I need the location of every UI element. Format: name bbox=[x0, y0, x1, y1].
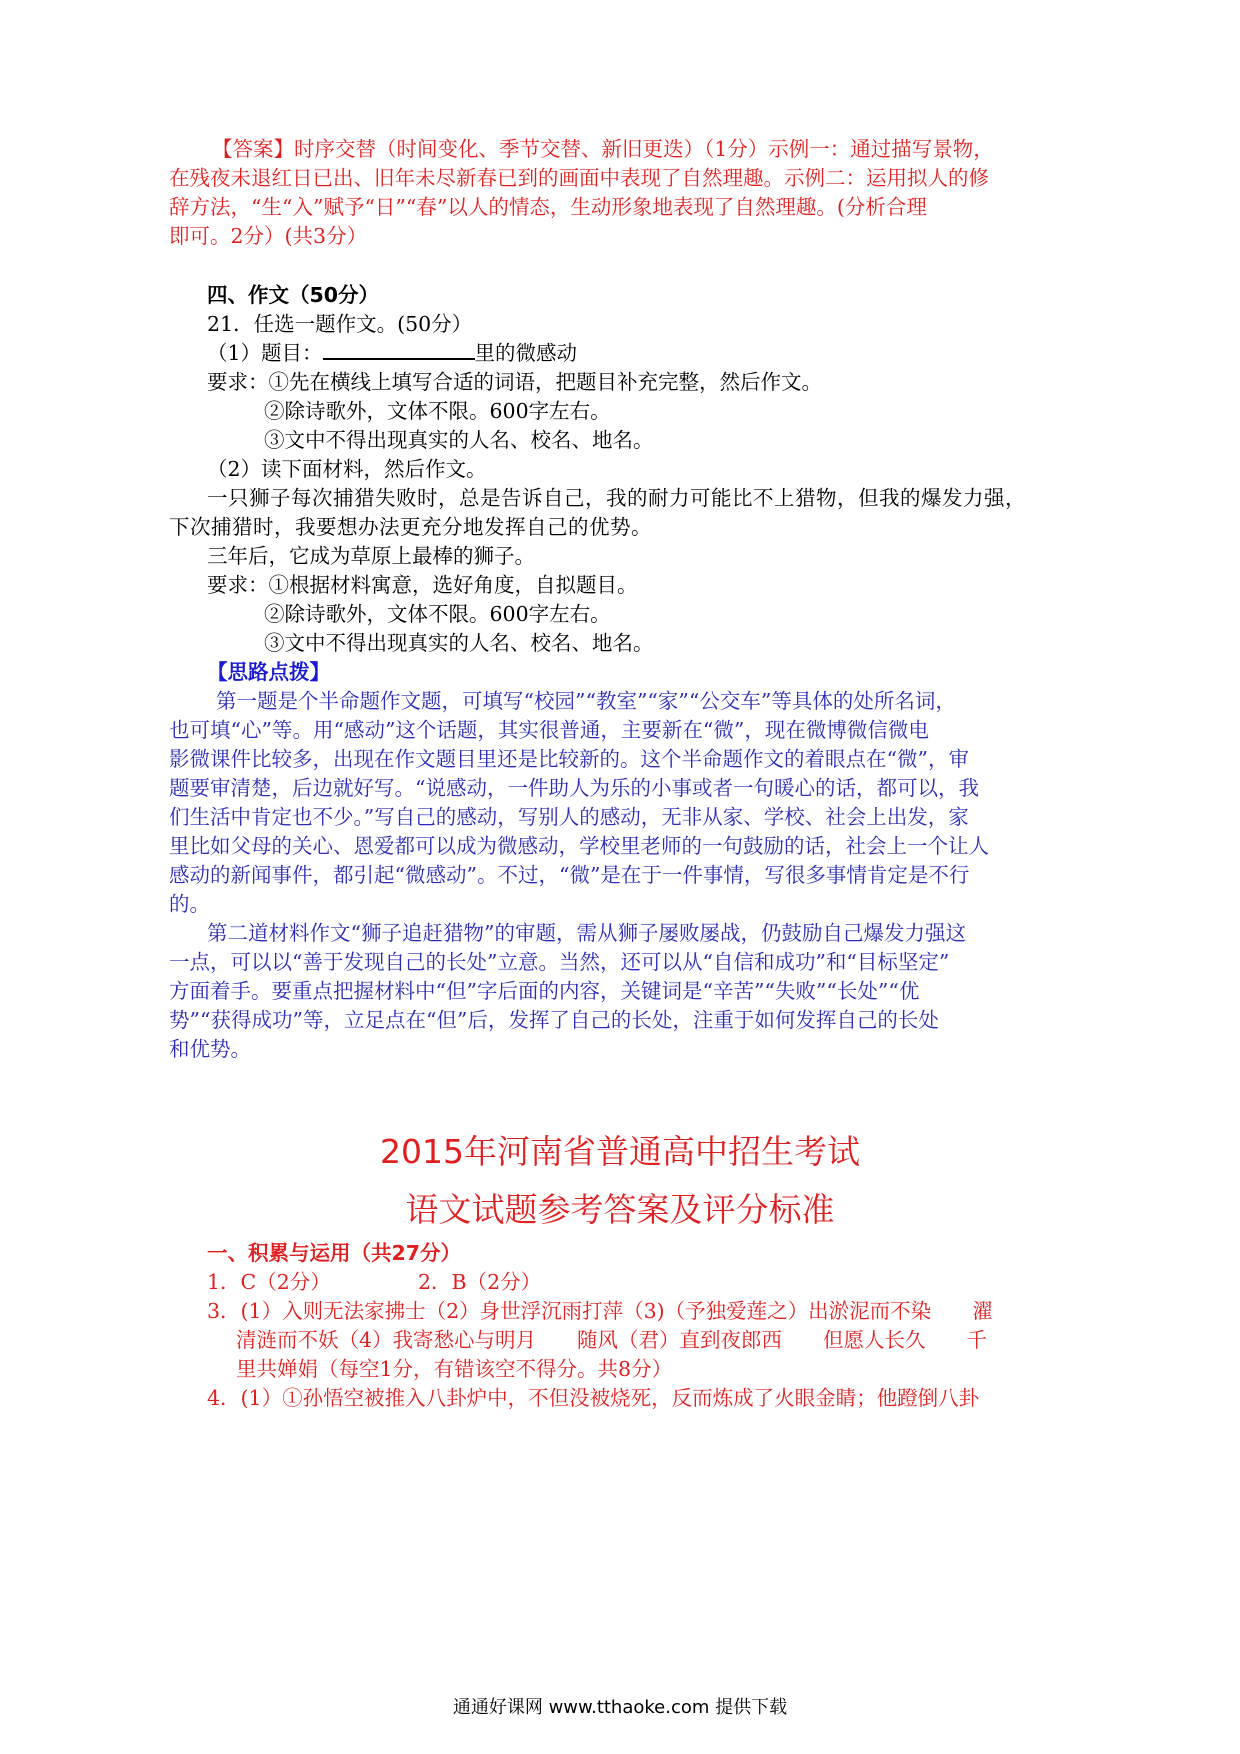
answer-label: 【答案】 bbox=[212, 137, 294, 161]
hint-p1-line-1: 第一题是个半命题作文题，可填写“校园”“教室”“家”“公交车”等具体的处所名词， bbox=[216, 689, 956, 713]
answer-4-line-1: 4．(1）①孙悟空被推入八卦炉中，不但没被烧死，反而炼成了火眼金睛；他蹬倒八卦 bbox=[207, 1386, 980, 1410]
hint-p1-line-2: 也可填“心”等。用“感动”这个话题，其实很普通，主要新在“微”，现在微博微信微电 bbox=[169, 718, 929, 742]
option-1-prefix: （1）题目： bbox=[207, 341, 323, 365]
option-1-suffix: 里的微感动 bbox=[474, 341, 578, 365]
exam-subtitle: 语文试题参考答案及评分标准 bbox=[405, 1190, 835, 1229]
answer-2: 2．B（2分） bbox=[418, 1270, 542, 1294]
hint-p2-line-5: 和优势。 bbox=[169, 1037, 251, 1061]
answer-text-1: 时序交替（时间变化、季节交替、新旧更迭）（1分）示例一：通过描写景物， bbox=[294, 137, 994, 161]
exam-title: 2015年河南省普通高中招生考试 bbox=[380, 1132, 860, 1171]
section-1-heading: 一、积累与运用（共27分） bbox=[207, 1241, 462, 1265]
answer-3-line-1: 3．(1）入则无法家拂士（2）身世浮沉雨打萍（3)（予独爱莲之）出淤泥而不染 濯 bbox=[207, 1299, 993, 1323]
answer-line-2: 在残夜未退红日已出、旧年未尽新春已到的画面中表现了自然理趣。示例二：运用拟人的修 bbox=[169, 166, 989, 190]
hint-p1-line-4: 题要审清楚，后边就好写。“说感动，一件助人为乐的小事或者一句暖心的话，都可以，我 bbox=[169, 776, 979, 800]
hint-p1-line-5: 们生活中肯定也不少。”写自己的感动，写别人的感动，无非从家、学校、社会上出发，家 bbox=[169, 805, 969, 829]
hint-p2-line-1: 第二道材料作文“狮子追赶猎物”的审题，需从狮子屡败屡战，仍鼓励自己爆发力强这 bbox=[207, 921, 966, 945]
option-1-requirement-2: ②除诗歌外，文体不限。600字左右。 bbox=[264, 399, 611, 423]
answer-3-line-2: 清涟而不妖（4）我寄愁心与明月 随风（君）直到夜郎西 但愿人长久 千 bbox=[236, 1328, 988, 1352]
option-2-intro: （2）读下面材料，然后作文。 bbox=[207, 457, 487, 481]
answer-line-1 bbox=[212, 134, 994, 164]
answer-line-3: 辞方法，“生“入”赋予“日”“春”以人的情态，生动形象地表现了自然理趣。(分析合理 bbox=[169, 195, 927, 219]
question-21: 21．任选一题作文。(50分） bbox=[207, 312, 473, 336]
hint-p2-line-2: 一点，可以以“善于发现自己的长处”立意。当然，还可以从“自信和成功”和“目标坚定” bbox=[169, 950, 950, 974]
answer-line-4: 即可。2分）(共3分） bbox=[169, 224, 368, 248]
hint-p1-line-7: 感动的新闻事件，都引起“微感动”。不过，“微”是在于一件事情，写很多事情肯定是不行 bbox=[169, 863, 970, 887]
material-line-1: 一只狮子每次捕猎失败时，总是告诉自己，我的耐力可能比不上猎物，但我的爆发力强， bbox=[207, 486, 1026, 510]
option-2-requirement-1: 要求：①根据材料寓意，选好角度，自拟题目。 bbox=[207, 573, 638, 597]
hint-p1-line-3: 影微课件比较多，出现在作文题目里还是比较新的。这个半命题作文的着眼点在“微”，审 bbox=[169, 747, 969, 771]
material-line-3: 三年后，它成为草原上最棒的狮子。 bbox=[207, 544, 535, 568]
option-1-title bbox=[207, 338, 577, 368]
hint-p2-line-4: 势”“获得成功”等，立足点在“但”后，发挥了自己的长处，注重于如何发挥自己的长处 bbox=[169, 1008, 939, 1032]
hint-p1-line-8: 的。 bbox=[169, 892, 210, 916]
material-line-2: 下次捕猎时，我要想办法更充分地发挥自己的优势。 bbox=[169, 515, 652, 539]
hint-p2-line-3: 方面着手。要重点把握材料中“但”字后面的内容，关键词是“辛苦”“失败”“长处”“优 bbox=[169, 979, 920, 1003]
essay-heading: 四、作文（50分） bbox=[207, 283, 380, 307]
option-1-requirement-3: ③文中不得出现真实的人名、校名、地名。 bbox=[264, 428, 654, 452]
option-1-requirement-1: 要求：①先在横线上填写合适的词语，把题目补充完整，然后作文。 bbox=[207, 370, 822, 394]
hint-label: 【思路点拨】 bbox=[207, 660, 330, 684]
footer-credit: 通通好课网 www.tthaoke.com 提供下载 bbox=[452, 1697, 788, 1718]
hint-p1-line-6: 里比如父母的关心、恩爱都可以成为微感动，学校里老师的一句鼓励的话，社会上一个让人 bbox=[169, 834, 989, 858]
option-2-requirement-3: ③文中不得出现真实的人名、校名、地名。 bbox=[264, 631, 654, 655]
option-2-requirement-2: ②除诗歌外，文体不限。600字左右。 bbox=[264, 602, 611, 626]
answer-1: 1．C（2分） bbox=[207, 1270, 331, 1294]
title-blank-line bbox=[323, 338, 475, 360]
answer-3-line-3: 里共婵娟（每空1分，有错该空不得分。共8分） bbox=[236, 1357, 673, 1381]
